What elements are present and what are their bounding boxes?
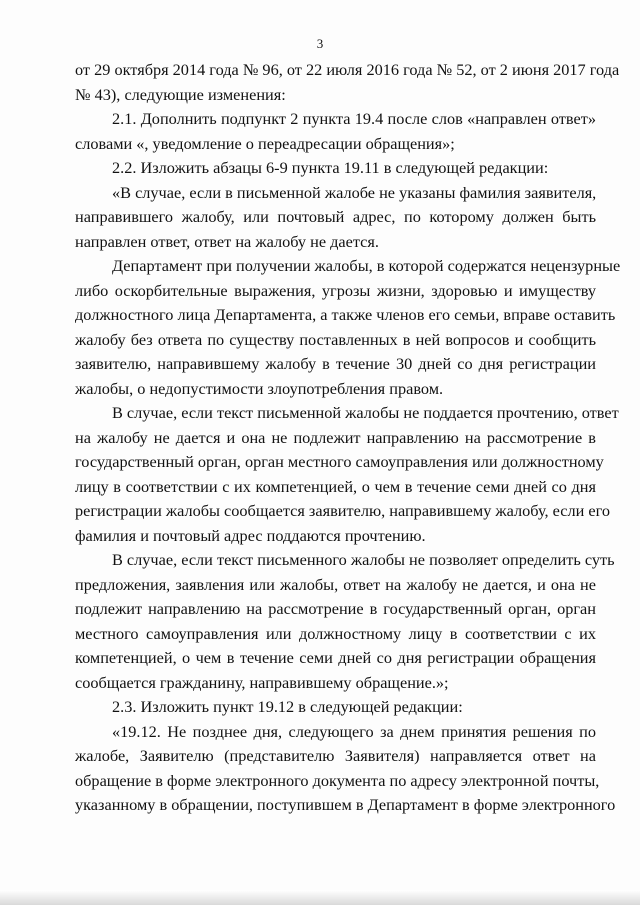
paragraph-6 bbox=[75, 401, 619, 548]
text-line: «19.12. Не позднее дня, следующего за днем принятия решения по bbox=[112, 721, 596, 741]
text-line: «В случае, если в письменной жалобе не указаны фамилия заявителя, bbox=[112, 182, 597, 202]
text-line: компетенцией, о чем в течение семи дней со дня регистрации обращения bbox=[75, 648, 596, 667]
text-line: подлежит направлению на рассмотрение в государственный орган, орган bbox=[75, 599, 596, 618]
text-line: от 29 октября 2014 года № 96, от 22 июля 2016 года № 52, от 2 июня 2017 года bbox=[75, 60, 620, 79]
text-line: местного самоуправления или должностному лицу в соответствии с их bbox=[75, 623, 596, 643]
text-line: на жалобу не дается и она не подлежит направлению на рассмотрение в bbox=[75, 427, 596, 447]
paragraph-1 bbox=[75, 58, 620, 107]
text-line: В случае, если текст письменной жалобы не поддается прочтению, ответ bbox=[112, 403, 619, 422]
text-line: лицу в соответствии с их компетенцией, о чем в течение семи дней со дня bbox=[75, 476, 596, 496]
text-line: В случае, если текст письменного жалобы не позволяет определить суть bbox=[112, 550, 615, 569]
page-number: 3 bbox=[316, 36, 324, 51]
text-line: фамилия и почтовый адрес поддаются прочтению. bbox=[75, 525, 426, 545]
paragraph-5 bbox=[75, 254, 621, 401]
text-line: 2.3. Изложить пункт 19.12 в следующей редакции: bbox=[112, 697, 463, 716]
text-line: 2.1. Дополнить подпункт 2 пункта 19.4 после слов «направлен ответ» bbox=[112, 109, 596, 128]
text-line: указанному в обращении, поступившем в Департамент в форме электронного bbox=[75, 795, 616, 814]
page-bottom-edge bbox=[0, 890, 640, 905]
text-line: 2.2. Изложить абзацы 6-9 пункта 19.11 в следующей редакции: bbox=[112, 158, 549, 177]
paragraph-3 bbox=[75, 156, 596, 181]
paragraph-4 bbox=[75, 181, 596, 255]
text-line: государственный орган, орган местного самоуправления или должностному bbox=[75, 452, 604, 471]
text-line: Департамент при получении жалобы, в которой содержатся нецензурные bbox=[112, 256, 621, 275]
text-line: предложения, заявления или жалобы, ответ на жалобу не дается, и она не bbox=[75, 574, 596, 594]
text-line: жалобе, Заявителю (представителю Заявителя) направляется ответ на bbox=[75, 746, 596, 765]
text-line: должностного лица Департамента, а также членов его семьи, вправе оставить bbox=[75, 305, 616, 324]
document-body bbox=[75, 58, 621, 818]
paragraph-8 bbox=[75, 695, 596, 720]
text-line: регистрации жалобы сообщается заявителю, направившему жалобу, если его bbox=[75, 501, 611, 520]
text-line: сообщается гражданину, направившему обращение.»; bbox=[75, 672, 449, 692]
text-line: либо оскорбительные выражения, угрозы жизни, здоровью и имуществу bbox=[75, 280, 596, 300]
text-line: направившего жалобу, или почтовый адрес, по которому должен быть bbox=[75, 207, 596, 226]
text-line: обращение в форме электронного документа по адресу электронной почты, bbox=[75, 770, 600, 790]
paragraph-7 bbox=[75, 548, 615, 695]
text-line: жалобу без ответа по существу поставленных в ней вопросов и сообщить bbox=[75, 329, 596, 349]
text-line: жалобы, о недопустимости злоупотребления правом. bbox=[75, 378, 444, 398]
text-line: № 43), следующие изменения: bbox=[75, 84, 286, 104]
text-line: словами «, уведомление о переадресации обращения»; bbox=[75, 133, 455, 153]
paragraph-2 bbox=[75, 107, 596, 156]
text-line: направлен ответ, ответ на жалобу не дается. bbox=[75, 231, 379, 251]
text-line: заявителю, направившему жалобу в течение 30 дней со дня регистрации bbox=[75, 354, 596, 373]
paragraph-9 bbox=[75, 720, 616, 818]
